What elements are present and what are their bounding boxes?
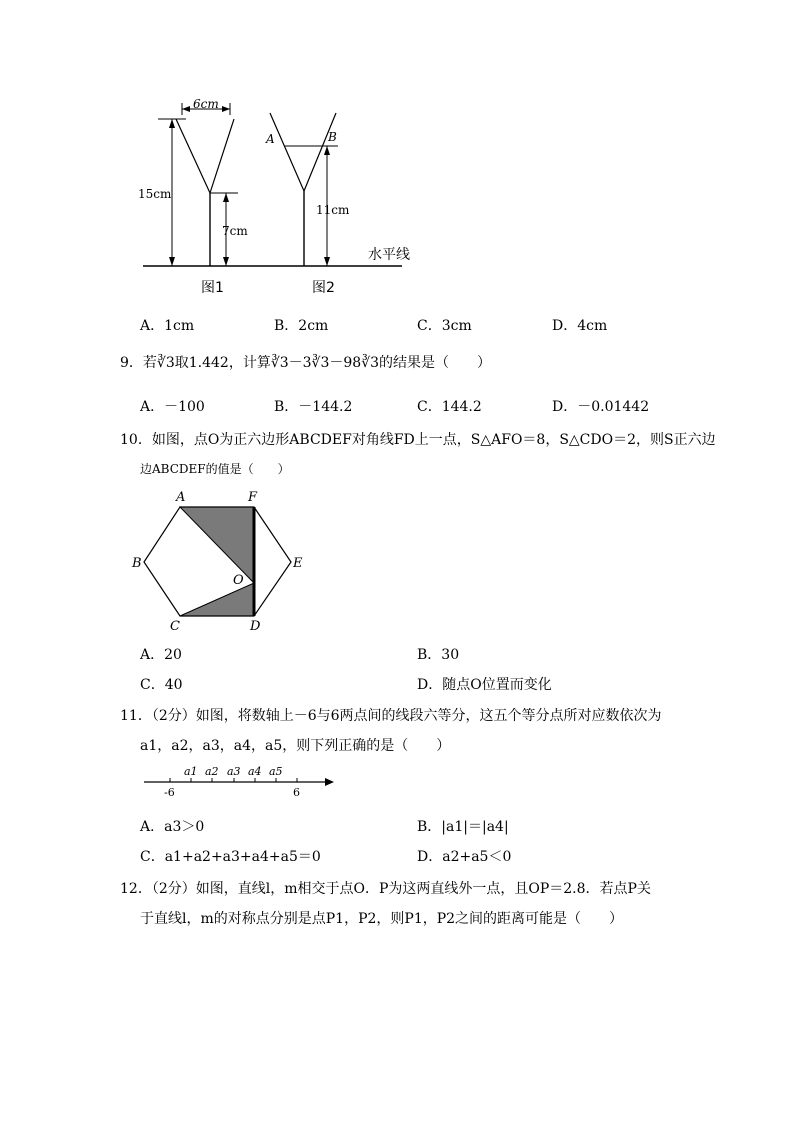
- q9-option-b: B．－144.2: [274, 399, 353, 415]
- q8-option-a: A．1cm: [140, 318, 195, 334]
- axis-tick-right: 6: [293, 786, 300, 799]
- vertex-b-label: B: [132, 556, 142, 571]
- water-height-label: 11cm: [316, 203, 350, 217]
- axis-tick-left: -6: [164, 786, 175, 799]
- q11-number-line: [140, 760, 340, 800]
- stem-height-label: 7cm: [222, 224, 248, 238]
- vertex-f-label: F: [248, 490, 258, 505]
- q10-option-a: A．20: [140, 647, 182, 663]
- q10-hexagon-figure: [130, 485, 310, 635]
- fig2-label: 图2: [312, 280, 335, 296]
- axis-point-a5: a5: [269, 765, 283, 778]
- vertex-c-label: C: [170, 619, 180, 634]
- q10-stem-line1: 10．如图，点O为正六边形ABCDEF对角线FD上一点，S△AFO＝8，S△CDO＝2，则S正六边: [120, 432, 716, 448]
- q11-option-d: D．a2+a5＜0: [417, 849, 512, 865]
- q9-option-d: D．－0.01442: [552, 399, 650, 415]
- q11-stem-line1: 11．（2分）如图，将数轴上－6与6两点间的线段六等分，这五个等分点所对应数依次为: [120, 708, 662, 724]
- q10-option-d: D．随点O位置而变化: [417, 677, 552, 693]
- point-o-label: O: [233, 573, 244, 588]
- horizon-label: 水平线: [368, 247, 410, 263]
- q10-stem-line2: 边ABCDEF的值是（ ）: [140, 462, 290, 476]
- q8-option-d: D．4cm: [552, 318, 608, 334]
- q9-option-a: A．－100: [140, 399, 205, 415]
- q10-option-c: C．40: [140, 677, 183, 693]
- point-b-label: B: [328, 130, 337, 144]
- q9-option-c: C．144.2: [417, 399, 482, 415]
- vertex-d-label: D: [250, 619, 261, 634]
- q8-figure: [130, 95, 430, 305]
- axis-point-a1: a1: [184, 765, 198, 778]
- vertex-a-label: A: [176, 490, 186, 505]
- q10-option-b: B．30: [417, 647, 460, 663]
- q11-stem-line2: a1，a2，a3，a4，a5，则下列正确的是（ ）: [140, 738, 451, 754]
- axis-point-a4: a4: [248, 765, 262, 778]
- q11-option-a: A．a3＞0: [140, 819, 205, 835]
- axis-point-a2: a2: [205, 765, 219, 778]
- q8-option-c: C．3cm: [417, 318, 472, 334]
- shaded-triangle-afo: [180, 507, 254, 583]
- q9-stem: 9．若∛3取1.442，计算∛3－3∛3－98∛3的结果是（ ）: [120, 355, 492, 371]
- q12-stem-line1: 12．（2分）如图，直线l，m相交于点O．P为这两直线外一点，且OP＝2.8．若点P关: [120, 881, 651, 897]
- width-label: 6cm: [193, 97, 219, 111]
- total-height-label: 15cm: [138, 187, 172, 201]
- vertex-e-label: E: [293, 556, 303, 571]
- q11-option-b: B．|a1|＝|a4|: [417, 819, 509, 835]
- q11-option-c: C．a1+a2+a3+a4+a5＝0: [140, 849, 321, 865]
- q12-stem-line2: 于直线l，m的对称点分别是点P1，P2，则P1，P2之间的距离可能是（ ）: [140, 911, 624, 927]
- q8-option-b: B．2cm: [274, 318, 329, 334]
- point-a-label: A: [266, 132, 275, 146]
- fig1-label: 图1: [201, 280, 224, 296]
- axis-point-a3: a3: [227, 765, 241, 778]
